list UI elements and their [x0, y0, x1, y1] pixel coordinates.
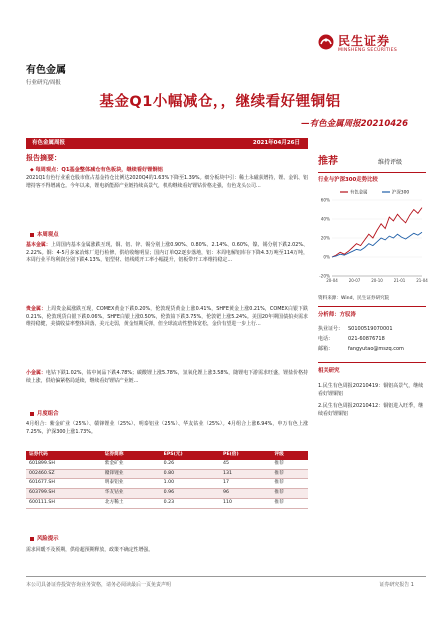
table-cell: 603799.SH [26, 489, 102, 499]
base-metals-paragraph: 基本金属：上周国内基本金属涨跌互现，铜、铝、锌、锡分别上涨0.90%、0.80%、2.14%、0.60%，镍、锡分别下跌2.02%、2.22%。铜：4-5月多家冶炼厂进行检修，供给收缩明显；国内订单Q2逐步落地，铝：本周电解铝库存下降4.3万吨至114万吨，本周行业平均利润分别下跌4.13%，铝型材、铝线缆开工率小幅提升，铝板带开工率维持稳定… [26, 242, 308, 264]
x-tick-label: 21-01 [393, 278, 406, 283]
analyst-email[interactable]: 邮箱： fangyutao@mszq.com [318, 346, 404, 352]
table-cell: 96 [220, 489, 271, 499]
lead-paragraph: 2021Q1有色行业重仓股市值占基金持仓比例达2020Q4的1.63%下降至1.39%。细分板块中引：稀土永磁获增持，锂、金钒、铝增持客不得增减仓。今年以来，锂电新能源产业链持续高景气，机构继续看好锂钴价格走强，有色龙头公司… [26, 175, 308, 189]
risk-paragraph: 需求回暖不及预期，供给超预期释放，政策不确定性增强。 [26, 547, 154, 553]
sector-title: 有色金属 [26, 65, 66, 76]
table-cell: 0.80 [161, 469, 220, 479]
analyst-name: 方驭涛 [339, 312, 356, 318]
report-subtitle: —有色金属周报20210426 [301, 119, 408, 129]
header-bar [26, 138, 308, 149]
table-cell: 赣锋锂业 [102, 469, 161, 479]
table-header-cell: PE(倍) [220, 451, 271, 460]
brand-name: 民生证券 [338, 34, 391, 48]
summary-heading: 报告摘要： [26, 154, 61, 162]
table-row [26, 489, 308, 499]
header-bar-label: 有色金属周报 [32, 139, 66, 146]
analyst-phone: 电话： 021-60876718 [318, 336, 385, 342]
table-header-cell: EPS(元) [161, 451, 220, 460]
analyst-heading: 分析师：方驭涛 [318, 312, 356, 318]
table-header-cell: 评级 [271, 451, 308, 460]
x-tick-label: 20-10 [371, 278, 383, 283]
x-tick-label: 20-04 [326, 278, 338, 283]
side-divider [318, 362, 426, 363]
precious-metals-paragraph: 贵金属：上周贵金属涨跌互现，COMEX黄金下跌0.20%，伦敦现货黄金上涨0.41%，SHFE黄金上涨0.21%，COMEX白银下跌0.21%，伦敦现货白银下跌0.06%，SHFE白银上涨0.50%，伦敦铂下跌3.75%，伦敦钯上涨5.24%。美国20年期国债拍卖需求维持稳健，美债收益率整体回落，美元走弱，黄金短期反弹，但全球流动性整体宽松，金价有望进一步上行… [26, 306, 308, 328]
table-cell: 推荐 [271, 489, 308, 499]
side-divider [318, 172, 426, 173]
rating: 维持评级 [378, 159, 403, 166]
x-tick-label: 20-07 [348, 278, 361, 283]
chart-axes [319, 198, 428, 284]
table-cell: 推荐 [271, 460, 308, 469]
table-cell: 0.23 [161, 499, 220, 509]
table-cell: 17 [220, 479, 271, 489]
table-cell: 601677.SH [26, 479, 102, 489]
table-cell: 45 [220, 460, 271, 469]
minor-metals-paragraph: 小金属：电钴下跌1.02%，钴中间品下跌4.78%；碳酸锂上涨5.78%，氢氧化锂上涨3.58%，随锂电下游需求旺盛，锂盐价格持续上涨，供给偏紧格局延续，继续看好锂钴产业链… [26, 370, 308, 384]
report-title: 基金Q1小幅减仓，，继续看好锂铜铝 [99, 94, 341, 110]
table-header-cell: 证券简称 [102, 451, 161, 460]
table-cell: 紫金矿业 [102, 460, 161, 469]
footer-page: 证券研究报告 1 [379, 582, 414, 588]
bullet-square-icon [30, 412, 34, 416]
minsheng-logo-icon [318, 34, 334, 50]
table-header-row [26, 451, 308, 460]
table-cell: 600111.SH [26, 499, 102, 509]
y-tick-label: 0% [323, 254, 330, 260]
chart-series [332, 208, 422, 257]
table-cell: 002460.SZ [26, 469, 102, 479]
risk-heading: 风险提示 [30, 536, 59, 544]
chart-title: 行业与沪深300走势比较 [318, 177, 378, 183]
market-heading: 本周观点 [30, 232, 59, 240]
table-cell: 推荐 [271, 479, 308, 489]
lead-section: ◆ 每周观点：Q1基金整体减仓有色板块，继续看好锂铜铝 [30, 167, 163, 173]
table-cell: 华友钴业 [102, 489, 161, 499]
footer-divider [26, 576, 426, 577]
table-cell: 1.00 [161, 479, 220, 489]
monthly-paragraph: 4月组合：紫金矿业（25%）、赣锋锂业（25%）、明泰铝业（25%）、华友钴业（25%）。4月组合上涨6.94%，申万有色上涨7.25%，沪深300上涨1.73%。 [26, 421, 308, 435]
bullet-square-icon [30, 233, 34, 237]
series-line [332, 208, 422, 257]
y-tick-label: 20% [320, 235, 330, 241]
bullet-square-icon [30, 537, 34, 541]
legend-label: 有色金属 [350, 190, 368, 196]
table-header-cell: 证券代码 [26, 451, 102, 460]
y-tick-label: 40% [320, 216, 330, 222]
table-row [26, 460, 308, 469]
brand-name-en: MINSHENG SECURITIES [338, 48, 398, 53]
recommendation: 推荐 [318, 156, 338, 167]
related-heading: 相关研究 [318, 368, 340, 374]
report-type: 行业研究/周报 [26, 80, 61, 86]
table-row [26, 469, 308, 479]
trend-chart [318, 186, 426, 292]
x-tick-label: 21-04 [416, 278, 428, 283]
table-cell: 推荐 [271, 469, 308, 479]
table-cell: 0.96 [161, 489, 220, 499]
y-tick-label: -20% [319, 273, 330, 279]
y-tick-label: 60% [320, 197, 330, 203]
footer-disclaimer: 本公司具备证券投资咨询业务资格，请务必阅读最后一页免责声明 [26, 582, 172, 588]
report-date: 2021年04月26日 [252, 139, 300, 146]
table-cell: 北方稀土 [102, 499, 161, 509]
table-row [26, 499, 308, 509]
legend-label: 沪深300 [392, 190, 410, 196]
table-cell: 110 [220, 499, 271, 509]
table-row [26, 479, 308, 489]
lead-title: 每周观点：Q1基金整体减仓有色板块，继续看好锂铜铝 [35, 167, 163, 173]
related-item[interactable]: 2.民生有色周报20210412：铜铝进入旺季，继续看好锂铜铝 [318, 403, 424, 417]
table-cell: 131 [220, 469, 271, 479]
side-divider [318, 306, 426, 307]
table-cell: 推荐 [271, 499, 308, 509]
table-cell: 明泰铝业 [102, 479, 161, 489]
analyst-license: 执业证号： S0100519070001 [318, 326, 393, 332]
chart-legend [340, 189, 409, 196]
chart-source: 资料来源：Wind，民生证券研究院 [318, 296, 390, 301]
related-item[interactable]: 1.民生有色周报20210419：铜铝高景气，继续看好锂铜铝 [318, 383, 424, 397]
monthly-heading: 月度组合 [30, 411, 59, 419]
table-cell: 601899.SH [26, 460, 102, 469]
stock-table [26, 451, 308, 509]
table-cell: 0.26 [161, 460, 220, 469]
